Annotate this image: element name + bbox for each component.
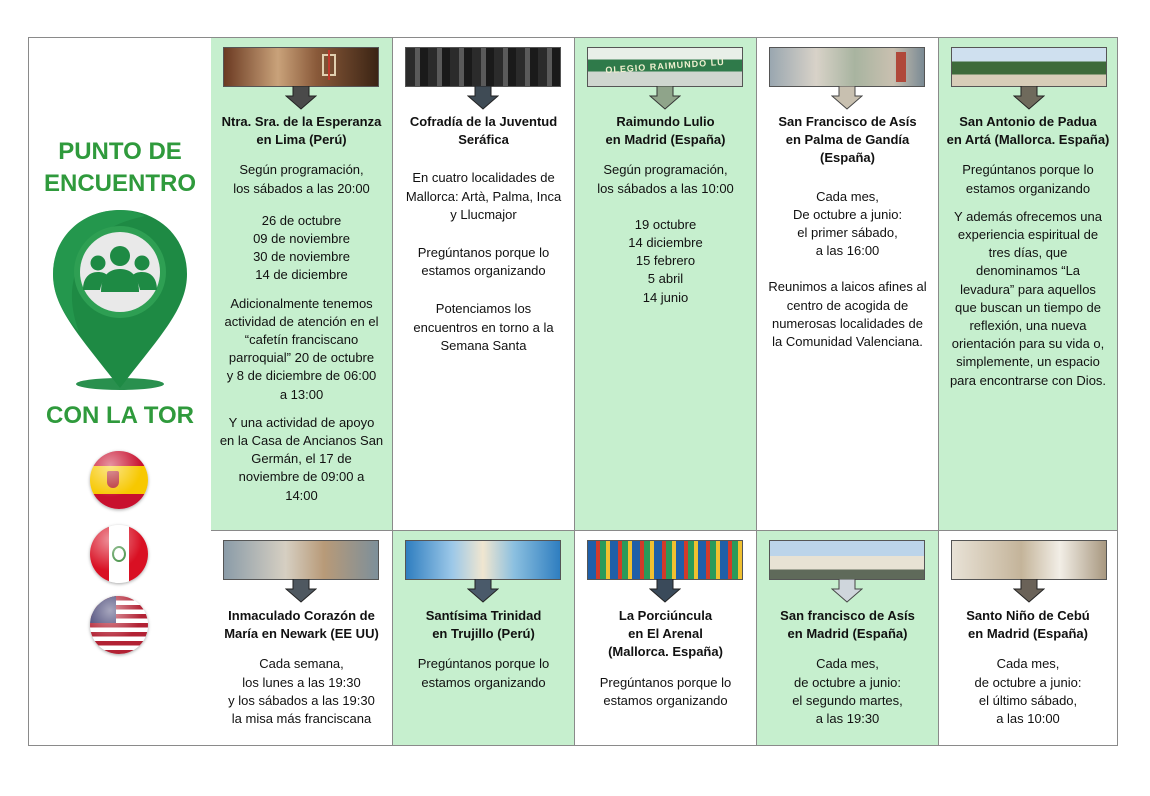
spain-flag-icon xyxy=(90,451,148,509)
card-text xyxy=(581,674,750,710)
arrow-down-icon xyxy=(467,86,499,110)
card-name xyxy=(763,113,932,168)
card-santo-nino-madrid xyxy=(939,531,1117,745)
card-text xyxy=(763,278,932,351)
text-line: a las 16:00 xyxy=(815,243,880,259)
text-line: Según programación, xyxy=(239,162,364,178)
text-line: para encontrarse con Dios. xyxy=(949,372,1107,388)
card-name xyxy=(945,607,1111,643)
text-line: (España) xyxy=(820,150,875,166)
text-line: el último sábado, xyxy=(978,692,1078,708)
text-line: a las 10:00 xyxy=(996,711,1060,727)
text-line: 09 de noviembre xyxy=(253,231,350,247)
text-line: Raimundo Lulio xyxy=(616,114,715,129)
text-line: San Antonio de Padua xyxy=(959,114,1097,129)
card-name xyxy=(399,607,568,643)
interior-photo xyxy=(769,47,925,87)
text-line: San francisco de Asís xyxy=(780,608,915,623)
card-esperanza-lima xyxy=(211,38,393,531)
text-line: en El Arenal xyxy=(628,626,703,642)
card-text xyxy=(217,655,386,728)
card-text xyxy=(399,300,568,355)
card-san-antonio-arta xyxy=(939,38,1117,531)
building-photo xyxy=(769,540,925,580)
text-line: estamos organizando xyxy=(421,674,546,690)
text-line: 14:00 xyxy=(285,487,318,503)
text-line: Según programación, xyxy=(603,162,728,178)
text-line: numerosas localidades de xyxy=(771,315,924,331)
stained-glass-photo xyxy=(587,540,743,580)
text-line: 30 de noviembre xyxy=(253,249,350,265)
card-text xyxy=(945,655,1111,728)
text-line: Pregúntanos porque lo xyxy=(962,162,1094,178)
text-line: Pregúntanos porque lo xyxy=(599,674,732,690)
card-text xyxy=(945,208,1111,390)
church-photo xyxy=(223,47,379,87)
text-line: en Artá (Mallorca. España) xyxy=(946,132,1110,148)
card-text xyxy=(763,655,932,728)
text-line: La Porciúncula xyxy=(618,608,713,623)
text-line: de octubre a junio: xyxy=(974,674,1082,690)
text-line: estamos organizando xyxy=(603,692,728,708)
arrow-down-icon xyxy=(649,579,681,603)
text-line: “cafetín franciscano xyxy=(244,332,359,348)
text-line: 14 de diciembre xyxy=(255,267,348,283)
card-name xyxy=(581,113,750,149)
text-line: Potenciamos los xyxy=(435,301,532,317)
map-pin-people-icon xyxy=(49,206,191,392)
text-line: experiencia espiritual de xyxy=(957,227,1099,243)
text-line: tres días, que xyxy=(988,245,1068,261)
card-name xyxy=(217,113,386,149)
text-line: a 13:00 xyxy=(279,386,324,402)
card-raimundo-lulio xyxy=(575,38,757,531)
arrow-down-icon xyxy=(831,579,863,603)
text-line: 14 junio xyxy=(642,289,689,305)
card-dates xyxy=(581,216,750,307)
text-line: Ntra. Sra. de la Esperanza xyxy=(221,114,382,129)
card-text xyxy=(399,244,568,280)
text-line: Adicionalmente tenemos xyxy=(230,295,373,311)
text-line: de octubre a junio: xyxy=(794,674,901,690)
card-name xyxy=(945,113,1111,149)
title-line-3: CON LA TOR xyxy=(46,402,194,429)
card-text xyxy=(217,295,386,404)
card-text xyxy=(945,161,1111,197)
card-text xyxy=(581,161,750,197)
sidebar xyxy=(29,38,212,745)
text-line: denominamos “La xyxy=(975,263,1081,279)
text-line: Santísima Trinidad xyxy=(425,608,542,623)
text-line: (Mallorca. España) xyxy=(608,644,723,660)
text-line: De octubre a junio: xyxy=(792,206,903,222)
usa-flag-icon xyxy=(90,596,148,654)
church-facade-photo xyxy=(223,540,379,580)
card-text xyxy=(763,188,932,261)
text-line: Cada semana, xyxy=(259,656,344,672)
card-trinidad-trujillo xyxy=(393,531,575,745)
text-line: el primer sábado, xyxy=(797,225,898,241)
text-line: Semana Santa xyxy=(440,337,527,353)
card-name xyxy=(763,607,932,643)
card-text xyxy=(399,655,568,691)
text-line: María en Newark (EE UU) xyxy=(224,626,379,642)
text-line: estamos organizando xyxy=(421,263,546,279)
text-line: orientación para su vida o, xyxy=(951,336,1105,352)
text-line: levadura” para aquellos xyxy=(960,281,1096,297)
text-line: en la Casa de Ancianos San xyxy=(219,433,384,449)
text-line: la misa más franciscana xyxy=(231,711,372,727)
text-line: actividad de atención en el xyxy=(224,313,379,329)
text-line: y los sábados a las 19:30 xyxy=(228,692,375,708)
text-line: Seráfica xyxy=(458,132,509,148)
text-line: Inmaculado Corazón de xyxy=(228,608,375,623)
text-line: Santo Niño de Cebú xyxy=(966,608,1090,623)
arrow-down-icon xyxy=(1013,86,1045,110)
text-line: noviembre de 09:00 a xyxy=(238,469,365,485)
card-dates xyxy=(217,212,386,285)
text-line: Pregúntanos porque lo xyxy=(417,656,550,672)
text-line: en Madrid (España) xyxy=(787,626,908,642)
text-line: reflexión, una nueva xyxy=(969,318,1087,334)
procession-photo xyxy=(405,47,561,87)
text-line: 15 febrero xyxy=(635,253,696,269)
text-line: en Lima (Perú) xyxy=(256,132,347,148)
text-line: Reunimos a laicos afines al xyxy=(768,279,927,295)
text-line: 5 abril xyxy=(647,271,684,287)
text-line: Cofradía de la Juventud xyxy=(409,114,558,129)
arrow-down-icon xyxy=(831,86,863,110)
text-line: Mallorca: Artà, Palma, Inca xyxy=(405,188,562,204)
text-line: los sábados a las 10:00 xyxy=(597,180,734,196)
text-line: Cada mes, xyxy=(816,656,879,672)
text-line: y Llucmajor xyxy=(450,206,517,222)
text-line: 26 de octubre xyxy=(261,212,342,228)
title-line-2: ENCUENTRO xyxy=(43,170,196,197)
arrow-down-icon xyxy=(285,86,317,110)
meeting-points-sheet xyxy=(28,37,1118,746)
text-line: en Madrid (España) xyxy=(605,132,726,148)
text-line: centro de acogida de xyxy=(786,297,909,313)
text-line: Y además ofrecemos una xyxy=(954,208,1102,224)
text-line: Cada mes, xyxy=(996,656,1060,672)
card-porciuncula-arenal xyxy=(575,531,757,745)
card-san-francisco-gandia xyxy=(757,38,939,531)
text-line: y 8 de diciembre de 06:00 xyxy=(226,368,377,384)
text-line: San Francisco de Asís xyxy=(778,114,917,129)
text-line: el segundo martes, xyxy=(792,692,903,708)
text-line: en Trujillo (Perú) xyxy=(432,626,535,642)
arrow-down-icon xyxy=(649,86,681,110)
card-name xyxy=(581,607,750,662)
text-line: en Madrid (España) xyxy=(968,626,1088,642)
text-line: los lunes a las 19:30 xyxy=(242,674,361,690)
text-line: 14 diciembre xyxy=(628,235,703,251)
card-text xyxy=(399,169,568,224)
text-line: parroquial” 20 de octubre xyxy=(228,350,375,366)
text-line: en Palma de Gandía xyxy=(785,132,910,148)
text-line: estamos organizando xyxy=(965,180,1091,196)
text-line: Cada mes, xyxy=(816,188,879,204)
card-name xyxy=(399,113,568,149)
courtyard-photo xyxy=(951,47,1107,87)
text-line: que buscan un tiempo de xyxy=(955,299,1101,315)
arrow-down-icon xyxy=(1013,579,1045,603)
title-line-1: PUNTO DE xyxy=(58,138,182,165)
card-san-francisco-madrid xyxy=(757,531,939,745)
card-text xyxy=(217,414,386,505)
chapel-photo xyxy=(951,540,1107,580)
card-name xyxy=(217,607,386,643)
text-line: Y una actividad de apoyo xyxy=(228,414,375,430)
text-line: los sábados a las 20:00 xyxy=(233,180,370,196)
text-line: 19 octubre xyxy=(634,216,697,232)
text-line: Pregúntanos porque lo xyxy=(417,245,550,261)
text-line: simplemente, un espacio xyxy=(956,354,1100,370)
text-line: encuentros en torno a la xyxy=(413,319,554,335)
text-line: la Comunidad Valenciana. xyxy=(772,334,923,350)
card-inmaculado-newark xyxy=(211,531,393,745)
school-photo: OLEGIO RAIMUNDO LU xyxy=(587,47,743,87)
arrow-down-icon xyxy=(467,579,499,603)
text-line: Germán, el 17 de xyxy=(251,451,352,467)
arrow-down-icon xyxy=(285,579,317,603)
card-cofradia-juventud xyxy=(393,38,575,531)
card-text xyxy=(217,161,386,197)
peru-flag-icon xyxy=(90,525,148,583)
text-line: En cuatro localidades de xyxy=(412,170,555,186)
text-line: a las 19:30 xyxy=(815,711,880,727)
altar-photo xyxy=(405,540,561,580)
